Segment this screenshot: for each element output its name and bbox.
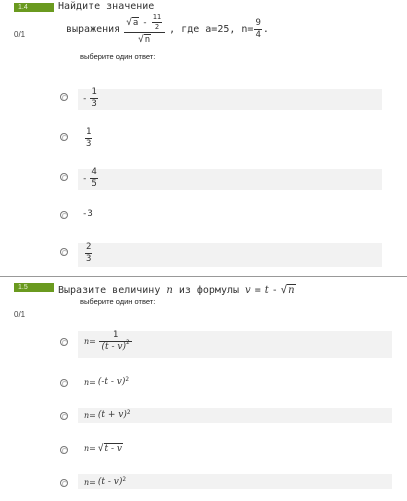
- eleven-halves-fraction: $\frac{11}{2}$: [152, 13, 162, 31]
- variable-n: n: [166, 284, 173, 296]
- question-text-prefix: Выразите величину: [58, 284, 161, 296]
- option-lhs: n=: [84, 410, 96, 420]
- option-sqrt: √ t - v: [97, 443, 123, 454]
- option-band: [78, 89, 382, 110]
- option-band: [78, 243, 382, 267]
- question-score: 0/1: [14, 310, 26, 319]
- option-exponent: 2: [126, 408, 131, 416]
- option-lhs: n=: [84, 444, 96, 453]
- option-value: -3: [82, 209, 93, 219]
- option-expression: (t + v): [97, 410, 127, 420]
- question-text-where: , где a=25,: [169, 24, 236, 35]
- option-fraction: $\frac{1}{3}$: [86, 127, 92, 149]
- option-exponent: 2: [122, 475, 126, 483]
- answer-radio-5[interactable]: [60, 479, 68, 487]
- answer-radio-4[interactable]: [60, 211, 68, 219]
- answer-hint: выберите один ответ:: [80, 297, 156, 306]
- answer-option-2[interactable]: [84, 128, 93, 149]
- formula-t: t: [264, 284, 269, 296]
- answer-radio-3[interactable]: [60, 412, 68, 420]
- option-sign: -: [82, 173, 88, 184]
- formula-sqrt-n: √ n: [280, 284, 295, 296]
- answer-radio-5[interactable]: [60, 248, 68, 256]
- minus-sign: -: [142, 17, 148, 28]
- formula-v: v: [245, 284, 251, 296]
- answer-option-3[interactable]: [82, 168, 99, 189]
- question-text-prefix: выражения: [66, 24, 121, 35]
- answer-option-5[interactable]: [84, 477, 126, 487]
- answer-hint: выберите один ответ:: [80, 52, 156, 61]
- answer-radio-1[interactable]: [60, 93, 68, 101]
- answer-option-1[interactable]: [84, 331, 133, 352]
- option-expression: (t - v): [97, 477, 123, 487]
- answer-option-1[interactable]: [82, 88, 99, 109]
- question-text-line1: Найдите значение: [58, 1, 155, 12]
- answer-option-4[interactable]: [82, 209, 93, 219]
- question-text: [58, 284, 296, 296]
- n-equals: n=: [241, 24, 254, 35]
- option-expression: (-t - v): [97, 377, 126, 387]
- answer-option-5[interactable]: [84, 243, 93, 264]
- option-fraction: $\frac{1}{3}$: [91, 87, 97, 109]
- answer-radio-1[interactable]: [60, 338, 68, 346]
- answer-option-2[interactable]: [84, 377, 129, 387]
- option-lhs: n=: [84, 477, 96, 487]
- formula-minus: -: [271, 284, 278, 296]
- sqrt-a: √ a: [126, 17, 139, 28]
- answer-option-3[interactable]: [84, 410, 130, 420]
- question-number-badge: 1.4: [14, 3, 54, 12]
- option-sign: -: [82, 93, 88, 104]
- expression-fraction: [124, 14, 165, 45]
- option-fraction: $\frac{2}{3}$: [86, 242, 92, 264]
- option-lhs: n=: [84, 377, 96, 387]
- question-text-mid: из формулы: [178, 284, 240, 296]
- n-value-fraction: $\frac{9}{4}$: [255, 18, 261, 40]
- question-text-line2: [66, 14, 269, 45]
- answer-radio-2[interactable]: [60, 133, 68, 141]
- question-number-badge: 1.5: [14, 283, 54, 292]
- answer-option-4[interactable]: [84, 443, 123, 454]
- answer-radio-2[interactable]: [60, 379, 68, 387]
- answer-radio-4[interactable]: [60, 446, 68, 454]
- option-fraction: $\frac{4}{5}$: [91, 167, 97, 189]
- formula-equals: =: [254, 284, 261, 296]
- option-band: [78, 169, 382, 190]
- answer-radio-3[interactable]: [60, 173, 68, 181]
- option-lhs: n=: [84, 337, 96, 346]
- option-fraction: $\frac{1}{(t - v)^2}$: [99, 331, 132, 352]
- option-exponent: 2: [125, 375, 130, 383]
- question-score: 0/1: [14, 30, 26, 39]
- question-text-period: .: [262, 24, 269, 35]
- sqrt-n: √ n: [138, 34, 151, 45]
- question-divider: [0, 276, 407, 277]
